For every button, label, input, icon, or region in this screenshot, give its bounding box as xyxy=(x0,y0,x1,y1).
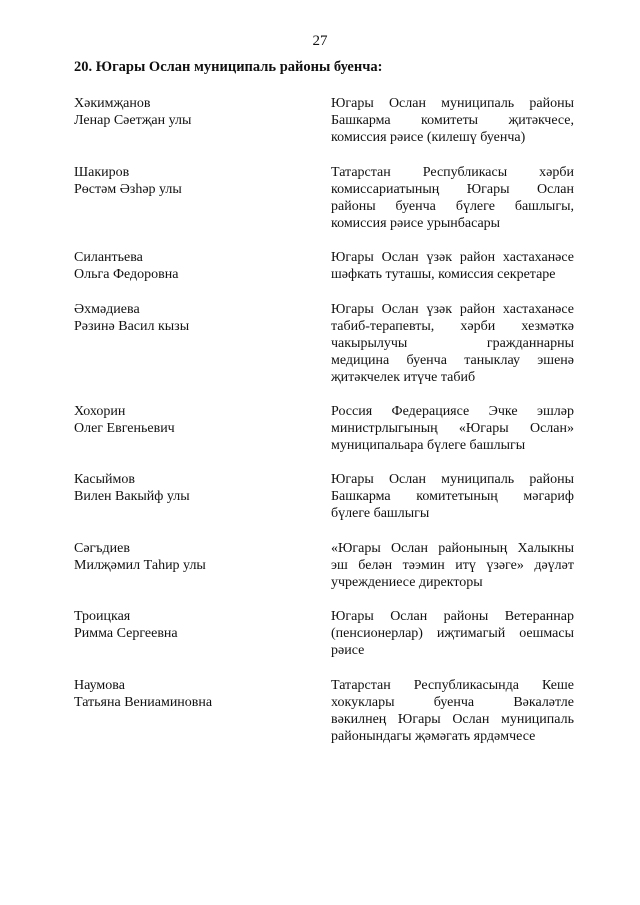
member-given-name: Рәзинә Васил кызы xyxy=(74,319,190,334)
member-given-name: Татьяна Вениаминовна xyxy=(74,695,213,710)
role-line: рәисе xyxy=(331,643,365,658)
role-line: Башкарма комитетының мәгариф xyxy=(331,489,574,504)
member-role xyxy=(331,249,574,283)
role-line: Югары Ослан муниципаль районы xyxy=(331,96,574,111)
role-line: эш белән тәэмин итү үзәге» дәүләт xyxy=(331,558,574,573)
role-line: муниципальара бүлеге башлыгы xyxy=(331,438,526,453)
member-given-name: Милҗәмил Таһир улы xyxy=(74,558,206,573)
member-surname: Сәгъдиев xyxy=(74,541,130,556)
section-heading: 20. Югары Ослан муниципаль районы буенча: xyxy=(74,59,383,75)
role-line: Башкарма комитеты җитәкчесе, xyxy=(331,113,574,128)
role-line: комиссариатының Югары Ослан xyxy=(331,182,574,197)
member-role xyxy=(331,403,574,454)
member-given-name: Олег Евгеньевич xyxy=(74,421,175,436)
member-role xyxy=(331,540,574,591)
role-line: чакырылучы гражданнарны xyxy=(331,336,574,351)
role-line: Югары Ослан үзәк район хастаханәсе xyxy=(331,302,574,317)
role-line: Югары Ослан районы Ветераннар xyxy=(331,609,574,624)
member-surname: Силантьева xyxy=(74,250,143,265)
member-surname: Наумова xyxy=(74,678,125,693)
member-name xyxy=(74,301,304,335)
role-line: Татарстан Республикасында Кеше xyxy=(331,678,574,693)
role-line: җитәкчелек итүче табиб xyxy=(331,370,476,385)
member-given-name: Вилен Вакыйф улы xyxy=(74,489,190,504)
role-line: Югары Ослан үзәк район хастаханәсе xyxy=(331,250,574,265)
member-name xyxy=(74,608,304,642)
member-given-name: Римма Сергеевна xyxy=(74,626,178,641)
member-role xyxy=(331,608,574,659)
member-surname: Хәкимҗанов xyxy=(74,96,151,111)
member-role xyxy=(331,301,574,386)
member-role xyxy=(331,95,574,146)
member-name xyxy=(74,95,304,129)
member-name xyxy=(74,677,304,711)
role-line: министрлыгының «Югары Ослан» xyxy=(331,421,574,436)
member-surname: Әхмәдиева xyxy=(74,302,140,317)
role-line: (пенсионерлар) иҗтимагый оешмасы xyxy=(331,626,574,641)
member-name xyxy=(74,403,304,437)
member-role xyxy=(331,471,574,522)
member-role xyxy=(331,677,574,745)
role-line: комиссия рәисе урынбасары xyxy=(331,216,501,231)
member-name xyxy=(74,471,304,505)
role-line: районындагы җәмәгать ярдәмчесе xyxy=(331,729,536,744)
role-line: «Югары Ослан районының Халыкны xyxy=(331,541,574,556)
member-surname: Касыймов xyxy=(74,472,135,487)
member-name xyxy=(74,249,304,283)
role-line: учреждениесе директоры xyxy=(331,575,483,590)
member-given-name: Ольга Федоровна xyxy=(74,267,179,282)
role-line: комиссия рәисе (килешү буенча) xyxy=(331,130,526,145)
role-line: шәфкать туташы, комиссия секретаре xyxy=(331,267,556,282)
member-name xyxy=(74,164,304,198)
page-number: 27 xyxy=(312,33,328,49)
member-surname: Троицкая xyxy=(74,609,131,624)
role-line: районы буенча бүлеге башлыгы, xyxy=(331,199,574,214)
role-line: Югары Ослан муниципаль районы xyxy=(331,472,574,487)
member-surname: Шакиров xyxy=(74,165,130,180)
member-name xyxy=(74,540,304,574)
role-line: табиб-терапевты, хәрби хезмәткә xyxy=(331,319,574,334)
member-given-name: Ленар Сәетҗан улы xyxy=(74,113,192,128)
member-role xyxy=(331,164,574,232)
role-line: медицина буенча таныклау эшенә xyxy=(331,353,574,368)
role-line: Россия Федерациясе Эчке эшләр xyxy=(331,404,574,419)
role-line: бүлеге башлыгы xyxy=(331,506,430,521)
member-given-name: Рөстәм Әзһәр улы xyxy=(74,182,182,197)
role-line: Татарстан Республикасы хәрби xyxy=(331,165,574,180)
role-line: хокуклары буенча Вәкаләтле xyxy=(331,695,574,710)
member-surname: Хохорин xyxy=(74,404,126,419)
role-line: вәкилнең Югары Ослан муниципаль xyxy=(331,712,574,727)
